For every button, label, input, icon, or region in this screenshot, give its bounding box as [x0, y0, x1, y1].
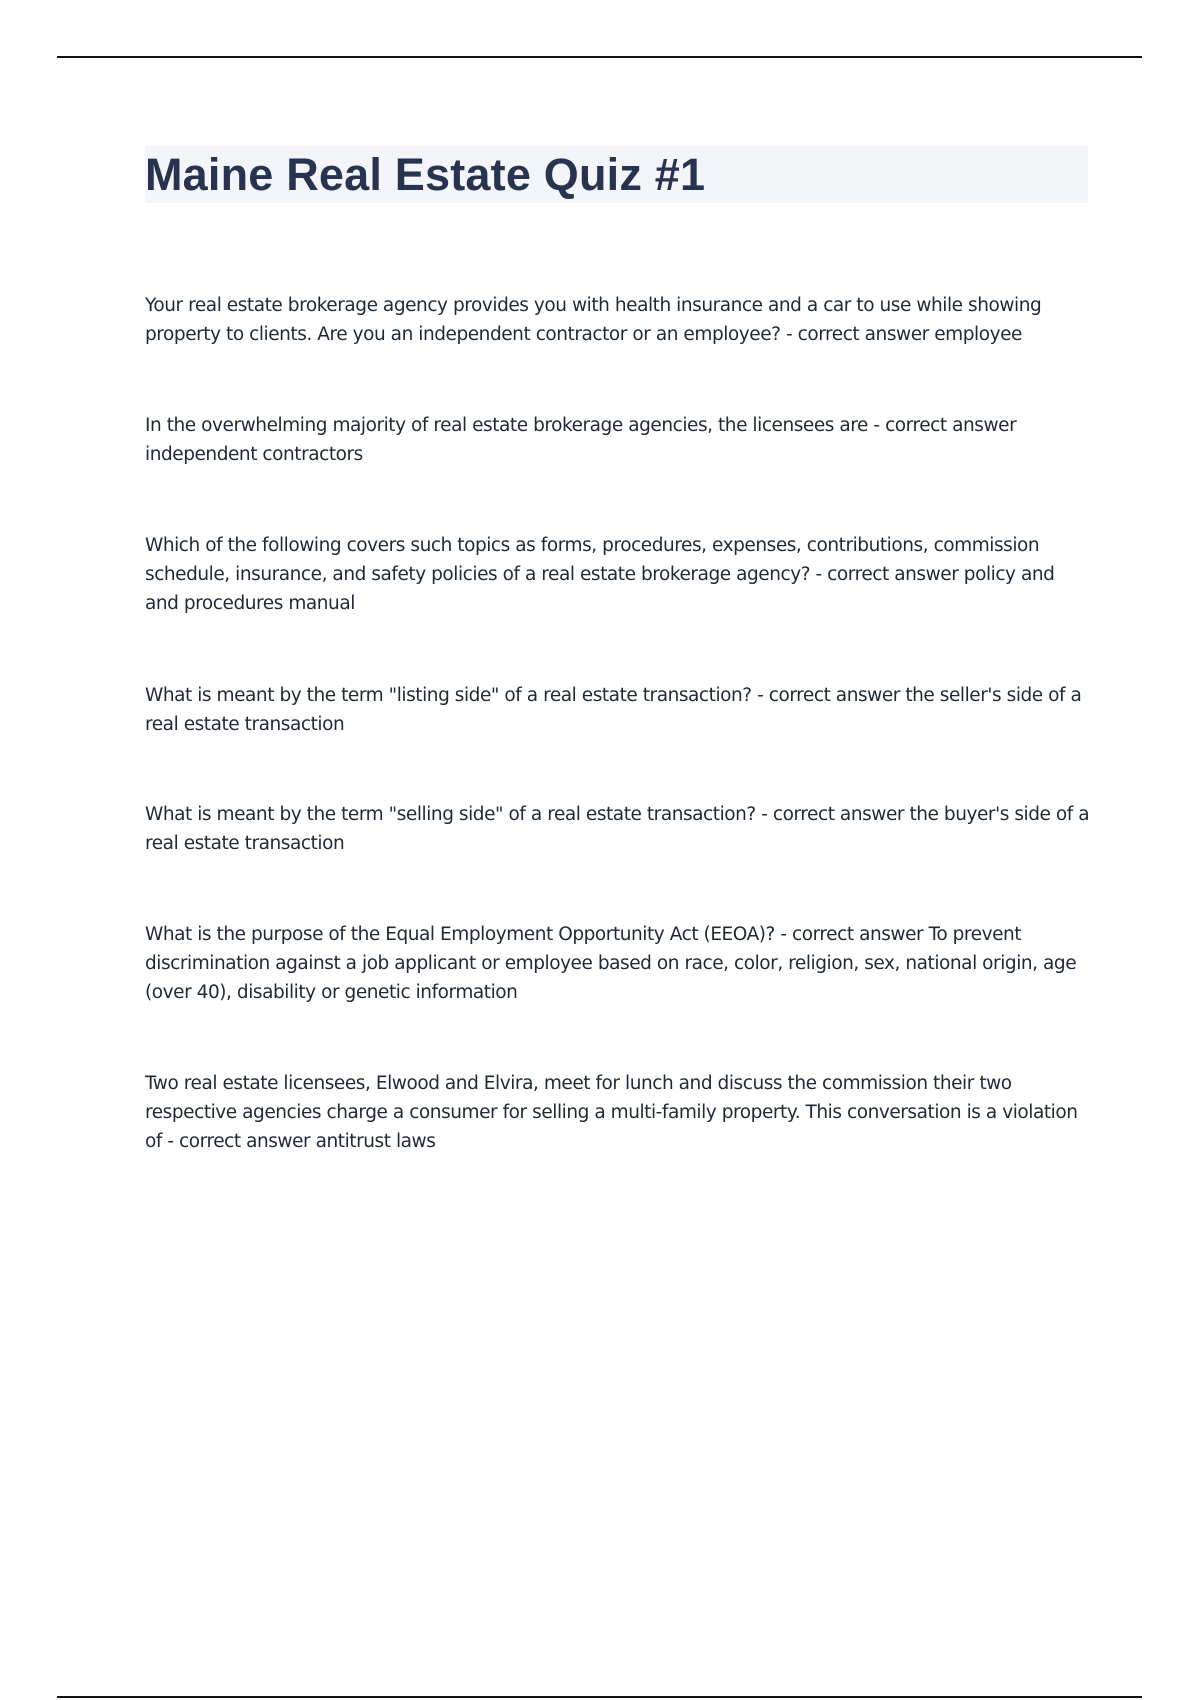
qa-item-5: What is meant by the term "selling side" of a real estate transaction? - correct answer the buyer's side of a real estate transaction — [145, 804, 1090, 854]
qa-item-1: Your real estate brokerage agency provides you with health insurance and a car to use while showing property to clients. Are you an independent contractor or an employee? - correct answer employee — [145, 295, 1042, 345]
qa-item-3: Which of the following covers such topics as forms, procedures, expenses, contributions, commission schedule, insurance, and safety policies of a real estate brokerage agency? - correct answer policy and and procedures manual — [145, 535, 1055, 614]
bottom-rule — [57, 1696, 1142, 1698]
qa-item-4: What is meant by the term "listing side" of a real estate transaction? - correct answer the seller's side of a real estate transaction — [145, 685, 1082, 735]
qa-item-6: What is the purpose of the Equal Employment Opportunity Act (EEOA)? - correct answer To prevent discrimination against a job applicant or employee based on race, color, religion, sex, national origin, age (over 40), disability or genetic information — [145, 924, 1077, 1003]
title-band — [145, 146, 1088, 203]
page-title: Maine Real Estate Quiz #1 — [145, 149, 706, 200]
qa-item-2: In the overwhelming majority of real estate brokerage agencies, the licensees are - correct answer independent contractors — [145, 415, 1017, 465]
top-rule — [57, 56, 1142, 58]
qa-item-7: Two real estate licensees, Elwood and Elvira, meet for lunch and discuss the commission their two respective agencies charge a consumer for selling a multi-family property. This conversation is a violation of - correct answer antitrust laws — [145, 1073, 1078, 1152]
